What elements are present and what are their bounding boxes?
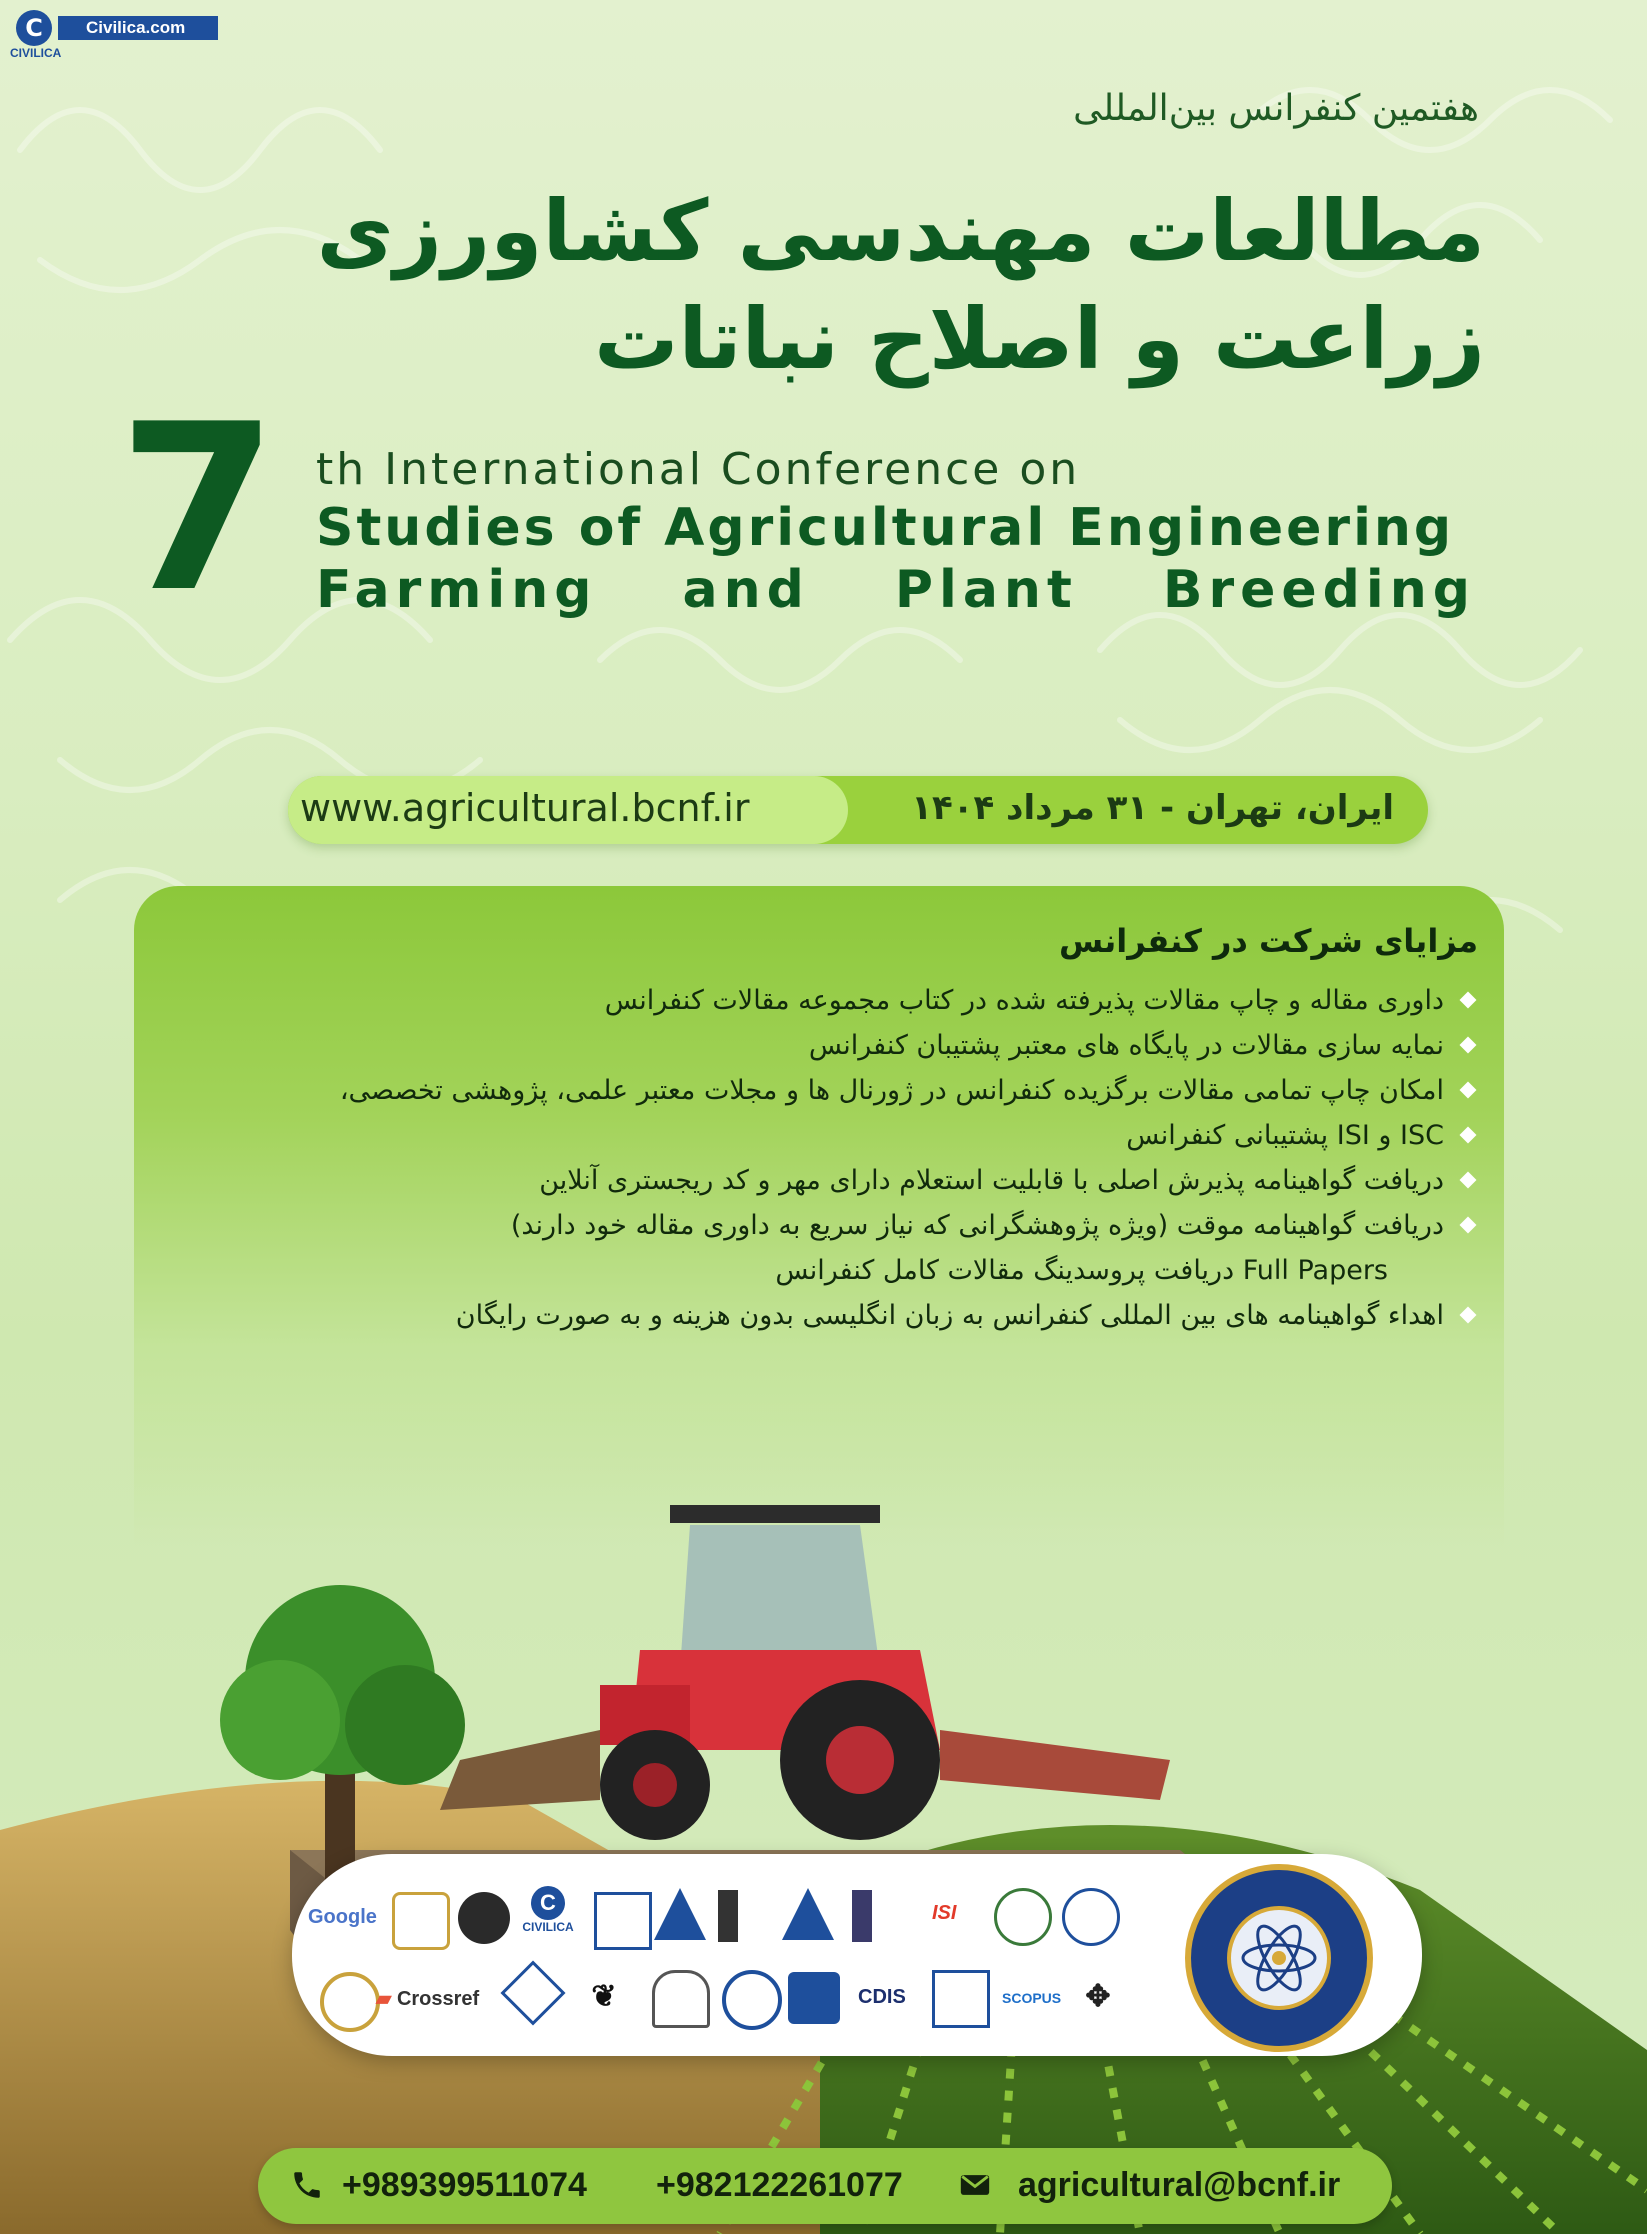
partner-ring-icon[interactable] xyxy=(722,1970,782,2030)
bullet-diamond-icon xyxy=(1460,992,1477,1009)
website-link[interactable]: www.agricultural.bcnf.ir xyxy=(300,786,750,830)
partner-tower-icon[interactable] xyxy=(718,1890,738,1942)
partner-wheel-icon[interactable] xyxy=(1062,1888,1120,1946)
partner-blue-badge-icon[interactable] xyxy=(788,1972,840,2024)
english-title-line-1: th International Conference on xyxy=(316,444,1081,495)
benefit-item: امکان چاپ تمامی مقالات برگزیده کنفرانس در ژورنال ها و مجلات معتبر علمی، پژوهشی تخصصی، xyxy=(148,1068,1478,1113)
partner-building-icon[interactable] xyxy=(932,1970,990,2028)
english-title-line-2: Studies of Agricultural Engineering xyxy=(316,498,1455,558)
civilica-partner-logo[interactable]: C CIVILICA xyxy=(522,1884,574,1936)
partner-calligraphy-icon[interactable]: ✥ xyxy=(1085,1979,1111,2013)
atom-icon xyxy=(1227,1906,1331,2010)
azad-university-icon-2[interactable] xyxy=(782,1888,834,1940)
benefit-item: نمایه سازی مقالات در پایگاه های معتبر پشتیبان کنفرانس xyxy=(148,1023,1478,1068)
civilica-site-name: Civilica.com xyxy=(58,16,218,40)
partner-book-icon[interactable] xyxy=(594,1892,652,1950)
organizer-seal-logo[interactable] xyxy=(1185,1864,1373,2052)
email-address[interactable]: agricultural@bcnf.ir xyxy=(1018,2166,1341,2204)
partner-gold-seal-icon[interactable] xyxy=(320,1972,380,2032)
partner-gear-icon[interactable] xyxy=(458,1892,510,1944)
partner-emblem-icon[interactable] xyxy=(392,1892,450,1950)
partner-bird-icon[interactable]: ❦ xyxy=(591,1979,617,2013)
civilica-caption: CIVILICA xyxy=(10,46,62,60)
phone-icon xyxy=(290,2168,324,2202)
benefit-item: دریافت گواهینامه پذیرش اصلی با قابلیت استعلام دارای مهر و کد ریجستری آنلاین xyxy=(148,1158,1478,1203)
partner-knot-icon[interactable] xyxy=(500,1960,565,2025)
website-pill[interactable] xyxy=(288,776,848,844)
info-bar xyxy=(288,776,1428,844)
civilica-icon: C xyxy=(16,10,52,46)
bullet-diamond-icon xyxy=(1460,1082,1477,1099)
benefit-item-continued: Full Papers دریافت پروسدینگ مقالات کامل کنفرانس xyxy=(775,1255,1388,1286)
azad-university-icon[interactable] xyxy=(654,1888,706,1940)
cdis-logo[interactable]: CDIS xyxy=(858,1986,906,2008)
bullet-diamond-icon xyxy=(1460,1217,1477,1234)
benefit-item: داوری مقاله و چاپ مقالات پذیرفته شده در کتاب مجموعه مقالات کنفرانس xyxy=(148,978,1478,1023)
contact-bar xyxy=(258,2148,1392,2224)
benefits-list xyxy=(148,978,1478,1338)
english-title-word: Plant xyxy=(894,560,1078,620)
google-scholar-logo[interactable]: Google xyxy=(308,1906,377,1928)
bullet-diamond-icon xyxy=(1460,1127,1477,1144)
edition-number: 7 xyxy=(118,376,279,643)
farm-scene-illustration xyxy=(0,1330,1647,2234)
office-phone-number[interactable]: +982122261077 xyxy=(656,2166,903,2204)
mobile-phone-number[interactable]: +989399511074 xyxy=(342,2166,587,2204)
partner-round-emblem-icon[interactable] xyxy=(994,1888,1052,1946)
bullet-diamond-icon xyxy=(1460,1037,1477,1054)
partner-minaret-icon[interactable] xyxy=(852,1890,872,1942)
isi-logo[interactable]: ISI xyxy=(932,1902,957,1924)
english-title-line-3 xyxy=(316,560,1476,620)
persian-title-line-2: زراعت و اصلاح نباتات xyxy=(594,290,1485,388)
english-title-word: and xyxy=(682,560,810,620)
bullet-diamond-icon xyxy=(1460,1307,1477,1324)
civilica-logo[interactable] xyxy=(8,10,218,60)
crossref-logo[interactable]: ▰ Crossref xyxy=(376,1988,480,2010)
benefit-item: دریافت گواهینامه موقت (ویژه پژوهشگرانی که نیاز سریع به داوری مقاله خود دارند) xyxy=(148,1203,1478,1248)
persian-subtitle: هفتمین کنفرانس بین‌المللی xyxy=(1073,88,1479,129)
benefit-item: اهداء گواهینامه های بین المللی کنفرانس به زبان انگلیسی بدون هزینه و به صورت رایگان xyxy=(148,1293,1478,1338)
persian-title-line-1: مطالعات مهندسی کشاورزی xyxy=(316,182,1485,280)
partner-mosque-icon[interactable] xyxy=(652,1970,710,2028)
benefit-item: ISC و ISI پشتیبانی کنفرانس xyxy=(148,1113,1478,1158)
benefits-title: مزایای شرکت در کنفرانس xyxy=(1059,922,1478,960)
email-icon xyxy=(958,2168,992,2202)
english-title-word: Breeding xyxy=(1162,560,1476,620)
bullet-diamond-icon xyxy=(1460,1172,1477,1189)
english-title-word: Farming xyxy=(316,560,598,620)
scopus-logo[interactable]: SCOPUS xyxy=(1002,1990,1062,2006)
place-date-text: ایران، تهران - ۳۱ مرداد ۱۴۰۴ xyxy=(911,788,1394,828)
